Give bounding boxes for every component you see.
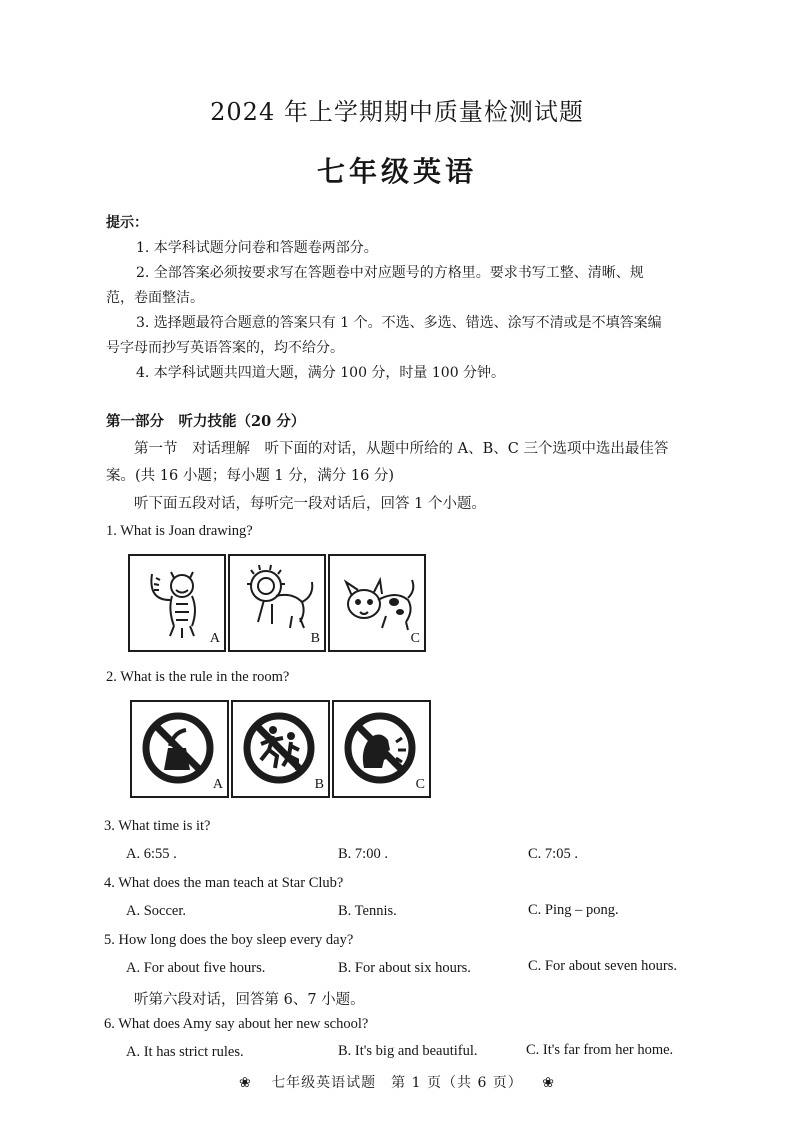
question-2 <box>106 669 289 686</box>
option-b[interactable]: B. It's big and beautiful. <box>338 1043 478 1059</box>
question-5 <box>104 932 353 949</box>
footer-text: 七年级英语试题 第 1 页（共 6 页） <box>271 1075 523 1091</box>
picture-option-b[interactable] <box>231 700 330 798</box>
picture-option-c[interactable] <box>328 554 426 652</box>
exam-subject: 七年级英语 <box>316 155 477 188</box>
picture-option-b[interactable] <box>228 554 326 652</box>
tip-1: 1. 本学科试题分问卷和答题卷两部分。 <box>136 240 378 256</box>
question-2-picture-options <box>130 700 433 798</box>
option-b[interactable]: B. Tennis. <box>338 903 397 919</box>
option-label: B <box>310 631 320 646</box>
tip-4: 4. 本学科试题共四道大题，满分 100 分，时量 100 分钟。 <box>136 365 506 381</box>
question-text: What is Joan drawing? <box>120 523 253 539</box>
option-a[interactable]: A. 6:55 . <box>126 846 177 862</box>
tip-3-cont: 号字母而抄写英语答案的，均不给分。 <box>106 340 344 356</box>
option-a[interactable]: A. Soccer. <box>126 903 186 919</box>
question-1 <box>106 523 253 540</box>
page-footer <box>0 1072 794 1092</box>
tip-2: 2. 全部答案必须按要求写在答题卷中对应题号的方格里。要求书写工整、清晰、规 <box>136 265 644 281</box>
option-a[interactable]: A. It has strict rules. <box>126 1044 244 1060</box>
picture-option-c[interactable] <box>332 700 431 798</box>
option-label: B <box>314 777 324 792</box>
option-c[interactable]: C. 7:05 . <box>528 846 578 862</box>
option-label: A <box>209 631 220 646</box>
tips-heading: 提示： <box>106 215 148 231</box>
question-number: 1. <box>106 523 117 539</box>
option-label: C <box>415 777 425 792</box>
question-text: What does Amy say about her new school? <box>118 1016 369 1032</box>
question-number: 6. <box>104 1016 115 1032</box>
question-number: 4. <box>104 875 115 891</box>
option-a[interactable]: A. For about five hours. <box>126 960 266 976</box>
instruction-dialogue-6: 听第六段对话，回答第 6、7 小题。 <box>134 992 365 1008</box>
question-text: What does the man teach at Star Club? <box>118 875 344 891</box>
question-number: 5. <box>104 932 115 948</box>
option-c[interactable]: C. For about seven hours. <box>528 958 678 974</box>
question-text: What is the rule in the room? <box>120 669 290 685</box>
instruction-dialogues-1-5: 听下面五段对话，每听完一段对话后，回答 1 个小题。 <box>134 496 486 512</box>
option-b[interactable]: B. For about six hours. <box>338 960 471 976</box>
question-4 <box>104 875 343 892</box>
section1-desc: 第一节 对话理解 听下面的对话，从题中所给的 A、B、C 三个选项中选出最佳答 <box>134 441 669 457</box>
picture-option-a[interactable] <box>128 554 226 652</box>
option-label: C <box>410 631 420 646</box>
part1-heading: 第一部分 听力技能（20 分） <box>106 413 306 430</box>
exam-title: 2024 年上学期期中质量检测试题 <box>210 98 584 126</box>
section1-desc-cont: 案。(共 16 小题；每小题 1 分，满分 16 分) <box>106 468 395 484</box>
option-c[interactable]: C. It's far from her home. <box>526 1042 674 1058</box>
question-text: What time is it? <box>118 818 211 834</box>
option-c[interactable]: C. Ping – pong. <box>528 902 619 918</box>
picture-option-a[interactable] <box>130 700 229 798</box>
flower-ornament-icon: ❀ <box>542 1075 555 1091</box>
option-label: A <box>212 777 223 792</box>
flower-ornament-icon: ❀ <box>239 1075 252 1091</box>
tip-2-cont: 范，卷面整洁。 <box>106 290 204 306</box>
question-number: 2. <box>106 669 117 685</box>
question-text: How long does the boy sleep every day? <box>118 932 354 948</box>
tip-3: 3. 选择题最符合题意的答案只有 1 个。不选、多选、错选、涂写不清或是不填答案编 <box>136 315 662 331</box>
question-1-picture-options <box>128 554 428 652</box>
option-b[interactable]: B. 7:00 . <box>338 846 388 862</box>
question-number: 3. <box>104 818 115 834</box>
question-3 <box>104 818 210 835</box>
question-6 <box>104 1016 368 1033</box>
